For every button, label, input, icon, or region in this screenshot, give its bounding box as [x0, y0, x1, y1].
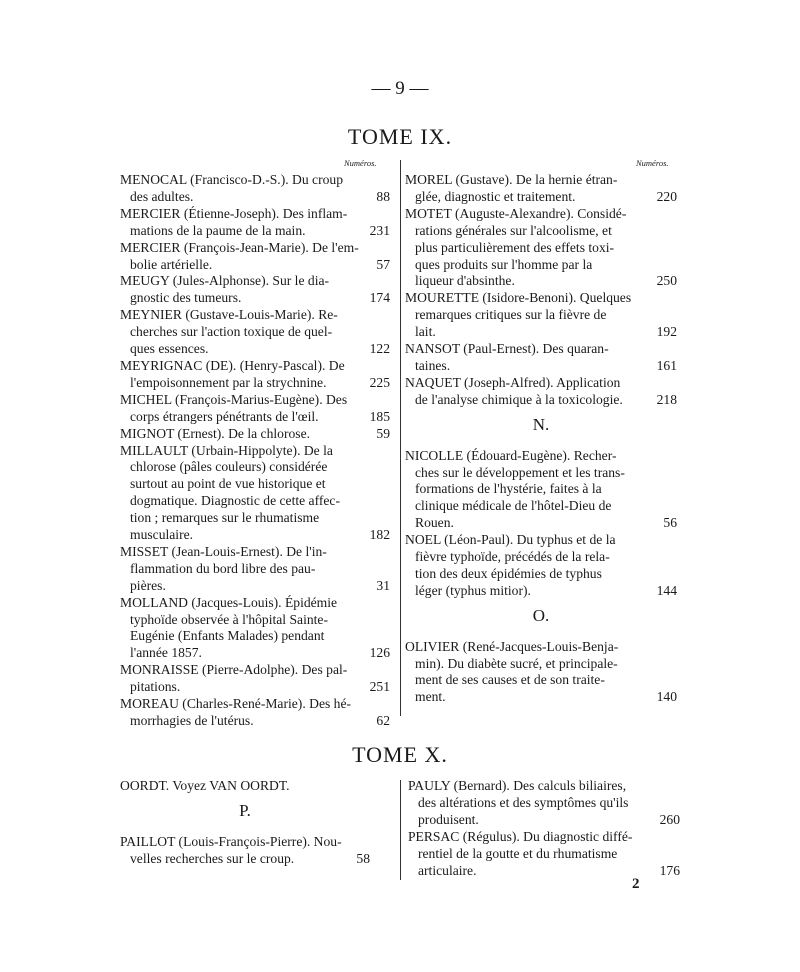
- section-letter: P.: [239, 800, 251, 820]
- entry-line: MOURETTE (Isidore-Benoni). Quelques: [405, 290, 632, 306]
- index-entry: [120, 392, 390, 426]
- entry-number: 185: [369, 408, 390, 424]
- entry-line: plus particulièrement des effets toxi-: [415, 239, 615, 255]
- entry-line: MOTET (Auguste-Alexandre). Considé-: [405, 205, 627, 221]
- index-entry: [120, 834, 370, 868]
- entry-line: Eugénie (Enfants Malades) pendant: [130, 628, 325, 644]
- tome-10-title: TOME X.: [352, 742, 448, 767]
- index-entry: [120, 206, 390, 240]
- entry-line: gnostic des tumeurs.: [130, 290, 242, 306]
- entry-line: OORDT. Voyez VAN OORDT.: [120, 778, 290, 793]
- entry-line: MISSET (Jean-Louis-Ernest). De l'in-: [120, 543, 327, 559]
- index-entry: [120, 544, 390, 595]
- entry-line: bolie artérielle.: [130, 256, 213, 272]
- entry-number: 218: [656, 391, 677, 407]
- entry-line: produisent.: [418, 811, 479, 827]
- index-entry: [405, 532, 677, 600]
- entry-line: MICHEL (François-Marius-Eugène). Des: [120, 391, 348, 407]
- entry-line: taines.: [415, 357, 451, 373]
- entry-line: l'empoisonnement par la strychnine.: [130, 374, 327, 390]
- entry-line: mations de la paume de la main.: [130, 222, 306, 238]
- entry-line: MEYRIGNAC (DE). (Henry-Pascal). De: [120, 357, 345, 373]
- entry-line: des altérations et des symptômes qu'ils: [418, 794, 629, 810]
- entry-line: l'année 1857.: [130, 645, 202, 661]
- entry-number: 140: [656, 689, 677, 705]
- entry-line: tion des deux épidémies de typhus: [415, 565, 602, 581]
- entry-line: léger (typhus mitior).: [415, 582, 531, 598]
- entry-line: musculaire.: [130, 527, 194, 543]
- entry-line: lait.: [415, 324, 436, 340]
- entry-number: 250: [656, 273, 677, 289]
- entry-line: ches sur le développement et les trans-: [415, 464, 625, 480]
- entry-line: OLIVIER (René-Jacques-Louis-Benja-: [405, 638, 619, 654]
- tome-10-right-column: [408, 778, 680, 879]
- entry-line: dogmatique. Diagnostic de cette affec-: [130, 493, 340, 509]
- index-entry: [120, 696, 390, 730]
- entry-line: pières.: [130, 577, 166, 593]
- entry-number: 174: [369, 290, 390, 306]
- entry-line: MILLAULT (Urbain-Hippolyte). De la: [120, 442, 333, 458]
- index-entry: [405, 172, 677, 206]
- entry-line: rentiel de la goutte et du rhumatisme: [418, 845, 618, 861]
- entry-number: 122: [369, 341, 390, 357]
- entry-line: Rouen.: [415, 515, 454, 531]
- tome-10-left-column: [120, 778, 370, 868]
- entry-line: velles recherches sur le croup.: [130, 850, 295, 866]
- column-divider-2: [400, 780, 401, 880]
- entry-number: 176: [659, 862, 680, 878]
- entry-line: tion ; remarques sur le rhumatisme: [130, 510, 320, 526]
- entry-number: 58: [356, 850, 370, 866]
- entry-number: 182: [369, 527, 390, 543]
- entry-number: 88: [376, 188, 390, 204]
- entry-line: MERCIER (François-Jean-Marie). De l'em-: [120, 239, 359, 255]
- entry-line: PAILLOT (Louis-François-Pierre). Nou-: [120, 833, 342, 849]
- folio-signature: 2: [632, 876, 640, 892]
- entry-line: NANSOT (Paul-Ernest). Des quaran-: [405, 341, 609, 357]
- entry-number: 31: [376, 577, 390, 593]
- index-entry: [405, 448, 677, 533]
- tome-9-right-column: [405, 172, 677, 706]
- numeros-header-left: Numéros.: [344, 158, 377, 168]
- entry-line: articulaire.: [418, 862, 477, 878]
- entry-line: de l'analyse chimique à la toxicologie.: [415, 391, 623, 407]
- entry-line: NICOLLE (Édouard-Eugène). Recher-: [405, 447, 617, 463]
- entry-line: PERSAC (Régulus). Du diagnostic diffé-: [408, 828, 633, 844]
- index-entry: [120, 240, 390, 274]
- entry-number: 251: [369, 679, 390, 695]
- entry-line: fièvre typhoïde, précédés de la rela-: [415, 549, 610, 565]
- entry-line: MENOCAL (Francisco-D.-S.). Du croup: [120, 172, 343, 187]
- entry-number: 231: [369, 222, 390, 238]
- index-entry: [120, 595, 390, 663]
- entry-line: rations générales sur l'alcoolisme, et: [415, 222, 612, 238]
- entry-line: glée, diagnostic et traitement.: [415, 188, 576, 204]
- section-letter: N.: [532, 414, 550, 434]
- entry-line: pitations.: [130, 679, 181, 695]
- index-entry: [120, 273, 390, 307]
- section-letter: O.: [532, 605, 550, 625]
- index-entry: [120, 662, 390, 696]
- entry-number: 56: [663, 515, 677, 531]
- index-entry: [405, 290, 677, 341]
- entry-line: MERCIER (Étienne-Joseph). Des inflam-: [120, 205, 348, 221]
- entry-line: surtout au point de vue historique et: [130, 476, 326, 492]
- index-entry: [408, 778, 680, 829]
- index-entry: [405, 639, 677, 707]
- entry-line: remarques critiques sur la fièvre de: [415, 307, 607, 323]
- entry-number: 220: [656, 188, 677, 204]
- index-entry: [405, 341, 677, 375]
- entry-number: 225: [369, 374, 390, 390]
- entry-line: morrhagies de l'utérus.: [130, 713, 254, 728]
- entry-line: NAQUET (Joseph-Alfred). Application: [405, 374, 621, 390]
- index-entry: [120, 426, 390, 443]
- entry-line: MEYNIER (Gustave-Louis-Marie). Re-: [120, 307, 338, 323]
- entry-number: 260: [659, 811, 680, 827]
- entry-line: chlorose (pâles couleurs) considérée: [130, 459, 328, 475]
- index-entry: [120, 358, 390, 392]
- entry-line: des adultes.: [130, 188, 194, 204]
- entry-line: typhoïde observée à l'hôpital Sainte-: [130, 611, 328, 627]
- entry-line: min). Du diabète sucré, et principale-: [415, 655, 618, 671]
- entry-line: MOLLAND (Jacques-Louis). Épidémie: [120, 594, 338, 610]
- entry-number: 57: [376, 256, 390, 272]
- entry-line: liqueur d'absinthe.: [415, 273, 515, 289]
- index-entry: [120, 778, 370, 795]
- entry-line: flammation du bord libre des pau-: [130, 560, 316, 576]
- entry-number: 144: [656, 582, 677, 598]
- index-entry: [120, 443, 390, 544]
- entry-line: ment.: [415, 689, 446, 705]
- entry-line: cherches sur l'action toxique de quel-: [130, 324, 333, 340]
- numeros-header-right: Numéros.: [636, 158, 669, 168]
- entry-number: 126: [369, 645, 390, 661]
- entry-line: formations de l'hystérie, faites à la: [415, 481, 602, 497]
- entry-number: 161: [656, 357, 677, 373]
- entry-line: MOREAU (Charles-René-Marie). Des hé-: [120, 696, 352, 712]
- entry-line: PAULY (Bernard). Des calculs biliaires,: [408, 778, 627, 793]
- entry-line: MEUGY (Jules-Alphonse). Sur le dia-: [120, 273, 330, 289]
- entry-line: corps étrangers pénétrants de l'œil.: [130, 408, 319, 424]
- entry-line: ques essences.: [130, 341, 209, 357]
- page-number: — 9 —: [371, 78, 429, 99]
- index-entry: [120, 172, 390, 206]
- entry-number: 59: [376, 425, 390, 441]
- column-divider: [400, 160, 401, 716]
- entry-number: 192: [656, 324, 677, 340]
- entry-line: clinique médicale de l'hôtel-Dieu de: [415, 498, 612, 514]
- index-entry: [405, 206, 677, 291]
- index-entry: [408, 829, 680, 880]
- index-entry: [120, 307, 390, 358]
- entry-line: MONRAISSE (Pierre-Adolphe). Des pal-: [120, 662, 348, 678]
- entry-line: MOREL (Gustave). De la hernie étran-: [405, 172, 618, 187]
- entry-line: MIGNOT (Ernest). De la chlorose.: [120, 425, 311, 441]
- entry-number: 62: [376, 713, 390, 728]
- tome-9-title: TOME IX.: [347, 124, 453, 149]
- tome-9-left-column: [120, 172, 390, 730]
- entry-line: ment de ses causes et de son traite-: [415, 672, 605, 688]
- entry-line: ques produits sur l'homme par la: [415, 256, 593, 272]
- index-entry: [405, 375, 677, 409]
- entry-line: NOEL (Léon-Paul). Du typhus et de la: [405, 532, 616, 548]
